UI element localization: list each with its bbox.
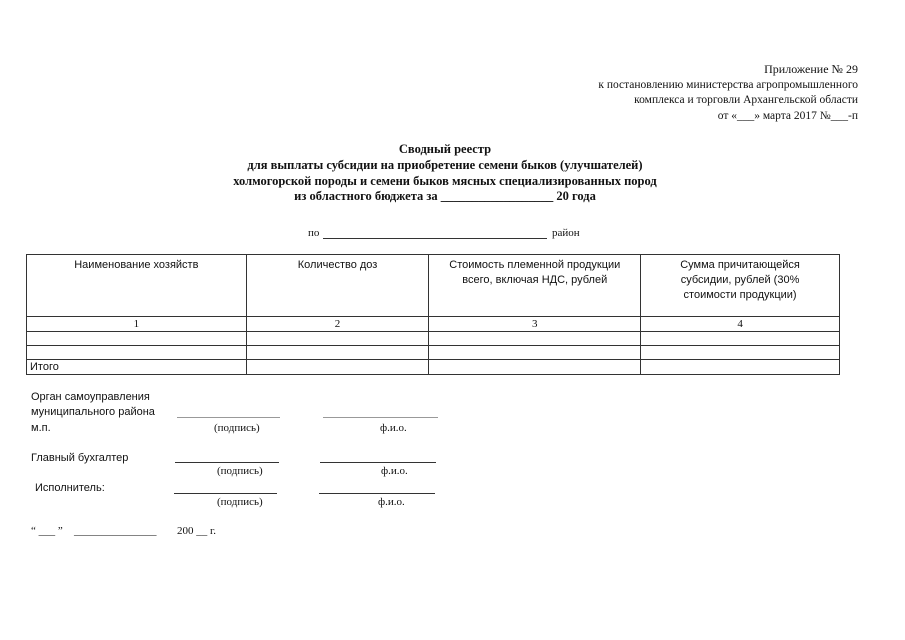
table-cell[interactable] xyxy=(429,360,641,375)
table-cell[interactable] xyxy=(429,346,641,360)
header-farm-name: Наименование хозяйств xyxy=(27,255,247,317)
executor-fio-line xyxy=(319,493,435,494)
document-title xyxy=(145,142,745,205)
total-label: Итого xyxy=(27,360,247,375)
table-cell[interactable] xyxy=(246,360,429,375)
table-header-row xyxy=(27,255,840,317)
table-cell[interactable] xyxy=(641,332,840,346)
appendix-line-2: комплекса и торговли Архангельской области xyxy=(634,94,858,106)
column-number: 3 xyxy=(429,317,641,332)
district-suffix: район xyxy=(552,227,580,239)
date-day: “ ___ ” xyxy=(31,525,63,537)
appendix-line-1: к постановлению министерства агропромышленного xyxy=(598,78,858,91)
chief-accountant-label: Главный бухгалтер xyxy=(31,452,129,464)
chief-fio-line xyxy=(320,462,436,463)
table-cell[interactable] xyxy=(27,332,247,346)
org-signature-caption: (подпись) xyxy=(214,422,260,434)
date-month-blank: _______________ xyxy=(74,525,157,537)
registry-table xyxy=(26,254,840,375)
column-number: 4 xyxy=(641,317,840,332)
org-fio-caption: ф.и.о. xyxy=(380,422,407,434)
table-total-row xyxy=(27,360,840,375)
table-cell[interactable] xyxy=(429,332,641,346)
title-line-2: для выплаты субсидии на приобретение семени быков (улучшателей) xyxy=(247,157,643,172)
org-label-line-1: Орган самоуправления xyxy=(31,391,150,403)
title-line-3: холмогорской породы и семени быков мясных специализированных пород xyxy=(233,173,657,188)
executor-fio-caption: ф.и.о. xyxy=(378,496,405,508)
org-signature-line xyxy=(177,417,280,418)
table-row xyxy=(27,346,840,360)
org-label-line-2: муниципального района xyxy=(31,406,155,418)
executor-signature-line xyxy=(174,493,277,494)
chief-signature-line xyxy=(175,462,279,463)
chief-fio-caption: ф.и.о. xyxy=(381,465,408,477)
table-cell[interactable] xyxy=(246,346,429,360)
title-line-4: из областного бюджета за __________________ 20 года xyxy=(294,189,596,204)
header-subsidy-amount: Сумма причитающейся субсидии, рублей (30% стоимости продукции) xyxy=(641,255,840,317)
appendix-header xyxy=(598,62,858,124)
column-number: 2 xyxy=(246,317,429,332)
table-cell[interactable] xyxy=(641,346,840,360)
seal-label: м.п. xyxy=(31,422,51,434)
table-row xyxy=(27,332,840,346)
district-blank-line xyxy=(323,238,547,239)
date-year: 200 __ г. xyxy=(177,525,217,537)
table-number-row xyxy=(27,317,840,332)
header-product-cost: Стоимость племенной продукции всего, включая НДС, рублей xyxy=(429,255,641,317)
chief-signature-caption: (подпись) xyxy=(217,465,263,477)
title-line-1: Сводный реестр xyxy=(398,142,492,156)
column-number: 1 xyxy=(27,317,247,332)
appendix-number: Приложение № 29 xyxy=(764,62,858,76)
table-cell[interactable] xyxy=(27,346,247,360)
org-fio-line xyxy=(323,417,438,418)
header-dose-count: Количество доз xyxy=(246,255,429,317)
district-prefix: по xyxy=(308,227,320,239)
table-cell[interactable] xyxy=(641,360,840,375)
table-cell[interactable] xyxy=(246,332,429,346)
executor-signature-caption: (подпись) xyxy=(217,496,263,508)
appendix-line-3: от «___» марта 2017 №___-п xyxy=(717,109,858,122)
executor-label: Исполнитель: xyxy=(35,482,105,494)
